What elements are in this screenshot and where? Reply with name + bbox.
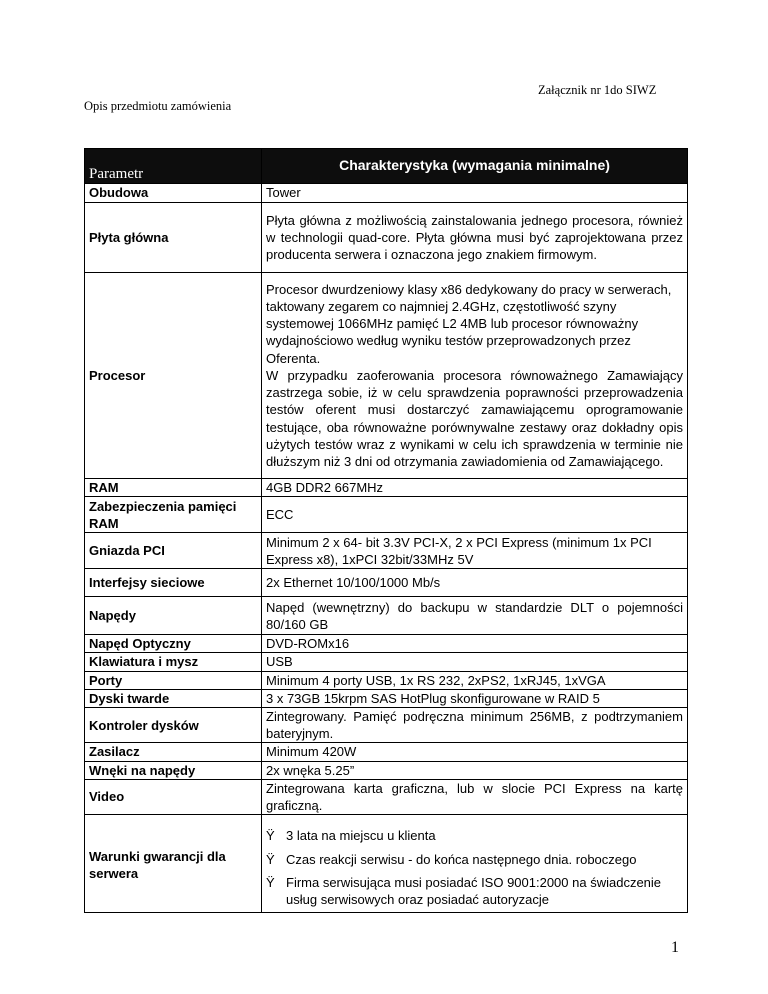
value-cell: 4GB DDR2 667MHz: [262, 479, 688, 497]
param-cell: Warunki gwarancji dla serwera: [85, 815, 262, 913]
value-cell: Minimum 420W: [262, 743, 688, 761]
table-header-row: [85, 149, 688, 184]
page-number: 1: [671, 939, 679, 956]
value-cell: [262, 273, 688, 479]
value-cell: Zintegrowany. Pamięć podręczna minimum 256MB, z podtrzymaniem bateryjnym.: [262, 708, 688, 743]
bullet-icon: Ÿ: [266, 828, 275, 844]
table-row: [85, 597, 688, 635]
param-cell: Kontroler dysków: [85, 708, 262, 743]
table-row: [85, 779, 688, 814]
param-cell: RAM: [85, 479, 262, 497]
table-row: [85, 708, 688, 743]
param-cell: Procesor: [85, 273, 262, 479]
spec-table: [84, 148, 688, 913]
table-row: [85, 761, 688, 779]
table-row: [85, 203, 688, 273]
param-cell: Napędy: [85, 597, 262, 635]
warranty-bullet: [266, 851, 683, 868]
param-cell: Dyski twarde: [85, 689, 262, 707]
param-cell: Video: [85, 779, 262, 814]
value-cell: Napęd (wewnętrzny) do backupu w standardzie DLT o pojemności 80/160 GB: [262, 597, 688, 635]
table-row: [85, 273, 688, 479]
processor-text: Procesor dwurdzeniowy klasy x86 dedykowany do pracy w serwerach, taktowany zegarem co najmniej 2.4GHz, częstotliwość szyny systemowej 1066MHz pamięć L2 4MB lub procesor równoważny wydajnościowo według wyniku testów przeprowadzonych przez Oferenta.: [266, 281, 672, 366]
table-row: [85, 184, 688, 203]
param-cell: Interfejsy sieciowe: [85, 569, 262, 597]
table-row: [85, 533, 688, 569]
param-cell: Wnęki na napędy: [85, 761, 262, 779]
value-cell: Tower: [262, 184, 688, 203]
value-cell: 2x Ethernet 10/100/1000 Mb/s: [262, 569, 688, 597]
param-cell: Napęd Optyczny: [85, 635, 262, 653]
bullet-icon: Ÿ: [266, 874, 275, 890]
processor-equivalence-text: W przypadku zaoferowania procesora równoważnego Zamawiający zastrzega sobie, iż w celu sprawdzenia poprawności przeprowadzenia testów oferent musi dostarczyć zamawiającemu oprogramowanie testujące, oba równoważne porównywalne zestawy oraz dokładny opis użytych testów wraz z wynikami w celu ich sprawdzenia w terminie nie dłuższym niż 3 dni od otrzymania zawiadomienia od Zamawiającego.: [266, 367, 683, 469]
param-cell: Zasilacz: [85, 743, 262, 761]
param-cell: Zabezpieczenia pamięci RAM: [85, 497, 262, 533]
value-cell: [262, 815, 688, 913]
value-cell: USB: [262, 653, 688, 671]
param-cell: Porty: [85, 671, 262, 689]
table-row: [85, 689, 688, 707]
value-cell: Minimum 2 x 64- bit 3.3V PCI-X, 2 x PCI Express (minimum 1x PCI Express x8), 1xPCI 32bit/33MHz 5V: [262, 533, 688, 569]
table-row: [85, 635, 688, 653]
param-cell: Gniazda PCI: [85, 533, 262, 569]
value-cell: Minimum 4 porty USB, 1x RS 232, 2xPS2, 1xRJ45, 1xVGA: [262, 671, 688, 689]
value-cell: Płyta główna z możliwością zainstalowania jednego procesora, również w technologii quad-core. Płyta główna musi być zaprojektowana przez producenta serwera i oznaczona jego znakiem firmowym.: [262, 203, 688, 273]
warranty-bullet: [266, 874, 683, 908]
value-cell: 2x wnęka 5.25”: [262, 761, 688, 779]
table-row: [85, 569, 688, 597]
header-spec: Charakterystyka (wymagania minimalne): [262, 149, 688, 184]
document-subject: Opis przedmiotu zamówienia: [84, 99, 232, 113]
param-cell: Płyta główna: [85, 203, 262, 273]
table-row: [85, 653, 688, 671]
param-cell: Klawiatura i mysz: [85, 653, 262, 671]
table-row: [85, 671, 688, 689]
value-cell: Zintegrowana karta graficzna, lub w slocie PCI Express na kartę graficzną.: [262, 779, 688, 814]
bullet-text: Firma serwisująca musi posiadać ISO 9001:2000 na świadczenie usług serwisowych oraz posiadać autoryzacje: [286, 874, 662, 907]
warranty-bullet: [266, 827, 683, 844]
bullet-icon: Ÿ: [266, 851, 275, 867]
value-cell: 3 x 73GB 15krpm SAS HotPlug skonfigurowane w RAID 5: [262, 689, 688, 707]
table-row: [85, 743, 688, 761]
table-row: [85, 497, 688, 533]
header-param: Parametr: [85, 149, 262, 184]
table-row: [85, 815, 688, 913]
attachment-label: Załącznik nr 1do SIWZ: [538, 83, 657, 97]
param-cell: Obudowa: [85, 184, 262, 203]
bullet-text: 3 lata na miejscu u klienta: [286, 828, 436, 844]
value-cell: DVD-ROMx16: [262, 635, 688, 653]
value-cell: ECC: [262, 497, 688, 533]
table-row: [85, 479, 688, 497]
bullet-text: Czas reakcji serwisu - do końca następnego dnia. roboczego: [286, 851, 637, 867]
